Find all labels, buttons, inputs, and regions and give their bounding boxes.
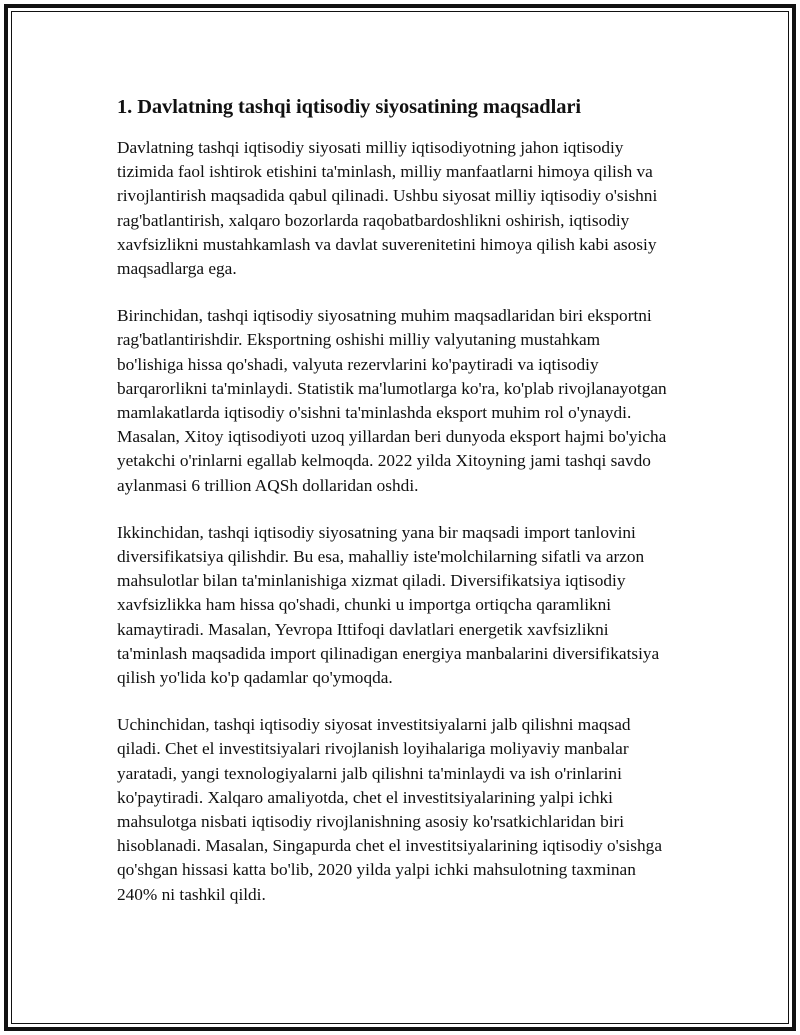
paragraph-import: Ikkinchidan, tashqi iqtisodiy siyosatning yana bir maqsadi import tanlovini diversifikatsiya qilishdir. Bu esa, mahalliy iste'molchilarning sifatli va arzon mahsulotlar bilan ta'minlanishiga xizmat qiladi. Diversifikatsiya iqtisodiy xavfsizlikka ham hissa qo'shadi, chunki u importga ortiqcha qaramlikni kamaytiradi. Masalan, Yevropa Ittifoqi davlatlari energetik xavfsizlikni ta'minlash maqsadida import qilinadigan energiya manbalarini diversifikatsiya qilish yo'lida ko'p qadamlar qo'ymoqda.: [117, 522, 660, 688]
paragraph-intro: Davlatning tashqi iqtisodiy siyosati milliy iqtisodiyotning jahon iqtisodiy tizimida faol ishtirok etishini ta'minlash, milliy manfaatlarni himoya qilish va rivojlantirish maqsadida qabul qilinadi. Ushbu siyosat milliy iqtisodiy o'sishni rag'batlantirish, xalqaro bozorlarda raqobatbardoshlikni oshirish, iqtisodiy xavfsizlikni mustahkamlash va davlat suverenitetini himoya qilish kabi asosiy maqsadlarga ega.: [117, 138, 658, 279]
document-body: [117, 94, 669, 930]
paragraph-export: Birinchidan, tashqi iqtisodiy siyosatning muhim maqsadlaridan biri eksportni rag'batlantirishdir. Eksportning oshishi milliy valyutaning mustahkam bo'lishiga hissa qo'shadi, valyuta rezervlarini ko'paytiradi va iqtisodiy barqarorlikni ta'minlaydi. Statistik ma'lumotlarga ko'ra, ko'plab rivojlanayotgan mamlakatlarda iqtisodiy o'sishni ta'minlashda eksport muhim rol o'ynaydi. Masalan, Xitoy iqtisodiyoti uzoq yillardan beri dunyoda eksport hajmi bo'yicha yetakchi o'rinlarni egallab kelmoqda. 2022 yilda Xitoyning jami tashqi savdo aylanmasi 6 trillion AQSh dollaridan oshdi.: [117, 306, 667, 495]
section-heading: 1. Davlatning tashqi iqtisodiy siyosatining maqsadlari: [117, 96, 581, 118]
paragraph-investment: Uchinchidan, tashqi iqtisodiy siyosat investitsiyalarni jalb qilishni maqsad qiladi. Chet el investitsiyalari rivojlanish loyihalariga moliyaviy manbalar yaratadi, yangi texnologiyalarni jalb qilishni ta'minlaydi va ish o'rinlarini ko'paytiradi. Xalqaro amaliyotda, chet el investitsiyalarining yalpi ichki mahsulotga nisbati iqtisodiy rivojlanishning asosiy ko'rsatkichlaridan biri hisoblanadi. Masalan, Singapurda chet el investitsiyalarining iqtisodiy o'sishga qo'shgan hissasi katta bo'lib, 2020 yilda yalpi ichki mahsulotning taxminan 240% ni tashkil qildi.: [117, 715, 662, 904]
